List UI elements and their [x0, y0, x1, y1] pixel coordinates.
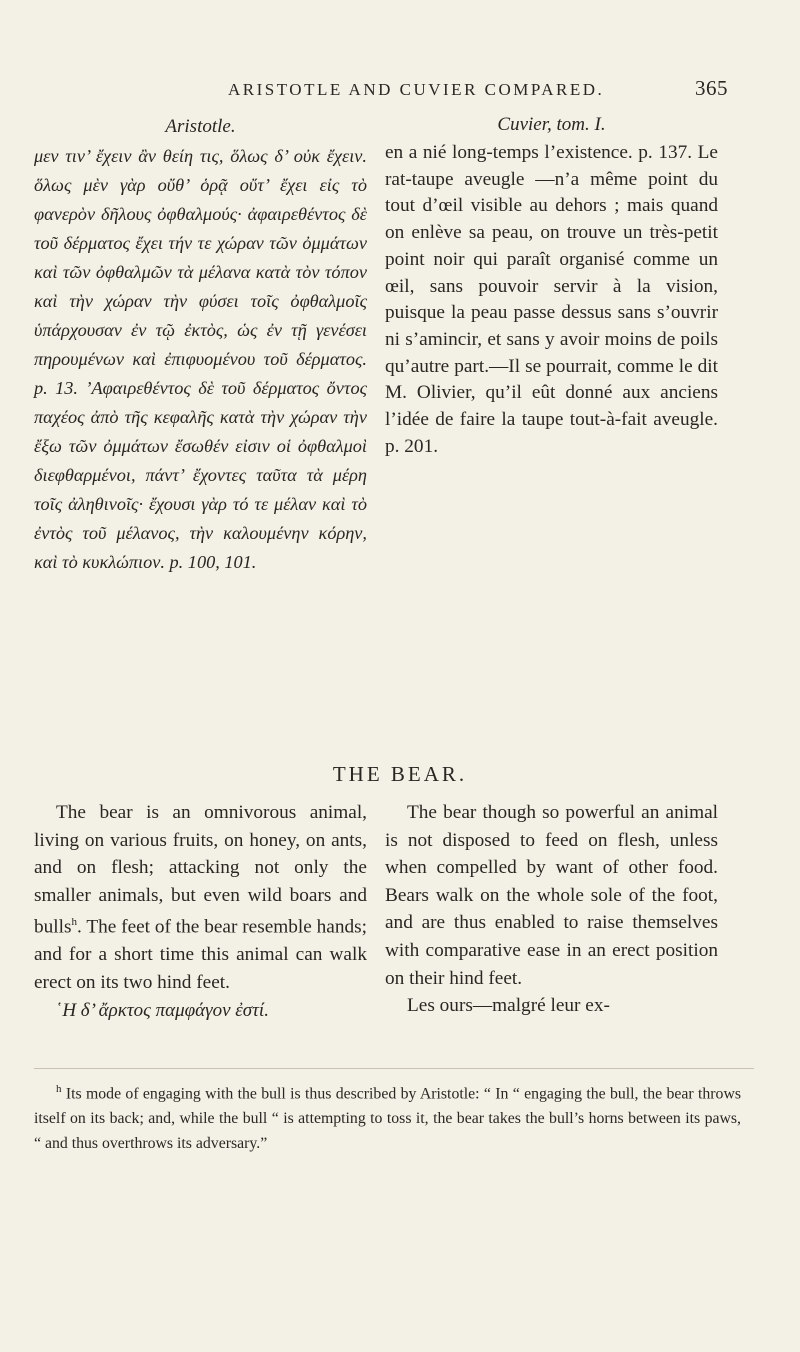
running-head-title: ARISTOTLE AND CUVIER COMPARED.: [228, 80, 605, 99]
footnote-divider: [34, 1068, 754, 1069]
cuvier-heading: Cuvier, tom. I.: [497, 114, 606, 135]
bear-right-text: The bear though so powerful an animal is not disposed to feed on flesh, unless when compelled by want of other food. Bears walk on the whole sole of the foot, and are thus enabled to raise themselves with comparative ease in an erect position on their hind feet.: [385, 802, 718, 989]
footnote-marker: h: [71, 916, 77, 929]
bear-right-column: [385, 799, 718, 1020]
bear-left-text-after: . The feet of the bear resemble hands; and for a short time this animal can walk erect on its two hind feet.: [34, 916, 367, 993]
section-title: THE BEAR.: [332, 762, 468, 786]
page-number: 365: [695, 76, 728, 100]
bear-left-text-before: The bear is an omnivorous animal, living on various fruits, on honey, on ants, and on flesh; attacking not only the smaller animals, but even wild boars and bulls: [34, 802, 367, 938]
bear-left-column: [34, 799, 367, 1025]
bear-left-greek-line: ῾Η δ’ ἄρκτος παμφάγον ἐστί.: [56, 999, 269, 1021]
bear-left-text: [34, 799, 367, 997]
cuvier-column: [385, 114, 718, 460]
footnote: [34, 1077, 741, 1156]
footnote-text: Its mode of engaging with the bull is thus described by Aristotle: “ In “ engaging the bull, the bear throws itself on its back; and, while the bull “ is attempting to toss it, the bear takes the bull’s horns between its paws, “ and thus overthrows its adversary.”: [34, 1085, 741, 1153]
aristotle-column: [34, 116, 367, 577]
cuvier-french-text: en a nié long-temps l’existence. p. 137. Le rat-taupe aveugle —n’a même point du tout d’œil visible au dehors ; mais quand on enlève sa peau, on trouve un très-petit point noir qui paraît organisé comme un œil, sans pouvoir servir à la vision, puisque la peau passe dessus sans s’ouvrir ni s’amincir, et sans y avoir moins de poils qu’autre part.—Il se pourrait, comme le dit M. Olivier, qu’il eût donné aux anciens l’idée de faire la taupe tout-à-fait aveugle. p. 201.: [385, 142, 718, 457]
aristotle-greek-text: μεν τιν’ ἔχειν ἂν θείη τις, ὅλως δ’ οὐκ ἔχειν. ὅλως μὲν γὰρ οὔθ’ ὁρᾷ οὔτ’ ἔχει εἰς τὸ φανερὸν δῆλους ὀφθαλμούς· ἀφαιρεθέντος δὲ τοῦ δέρματος ἔχει τήν τε χώραν τῶν ὀμμάτων καὶ τῶν ὀφθαλμῶν τὰ μέλανα κατὰ τὸν τόπον καὶ τὴν χώραν τὴν φύσει τοῖς ὀφθαλμοῖς ὑπάρχουσαν ἐν τῷ ἐκτὸς, ὡς ἐν τῇ γενέσει πηρουμένων καὶ ἐπιφυομένου τοῦ δέρματος. p. 13. ’Αφαιρεθέντος δὲ τοῦ δέρματος ὄντος παχέος ἀπὸ τῆς κεφαλῆς κατὰ τὴν χώραν τὴν ἔξω τῶν ὀμμάτων ἔσωθέν εἰσιν οἱ ὀφθαλμοὶ διεφθαρμένοι, πάντ’ ἔχοντες ταῦτα τὰ μέρη τοῖς ἀληθινοῖς· ἔχουσι γὰρ τό τε μέλαν καὶ τὸ ἐντὸς τοῦ μέλανος, τὴν καλουμένην κόρην, καὶ τὸ κυκλώπιον. p. 100, 101.: [34, 146, 367, 572]
aristotle-heading: Aristotle.: [165, 116, 236, 137]
bear-right-french-line: Les ours—malgré leur ex-: [407, 995, 610, 1017]
footnote-marker: h: [56, 1083, 62, 1095]
